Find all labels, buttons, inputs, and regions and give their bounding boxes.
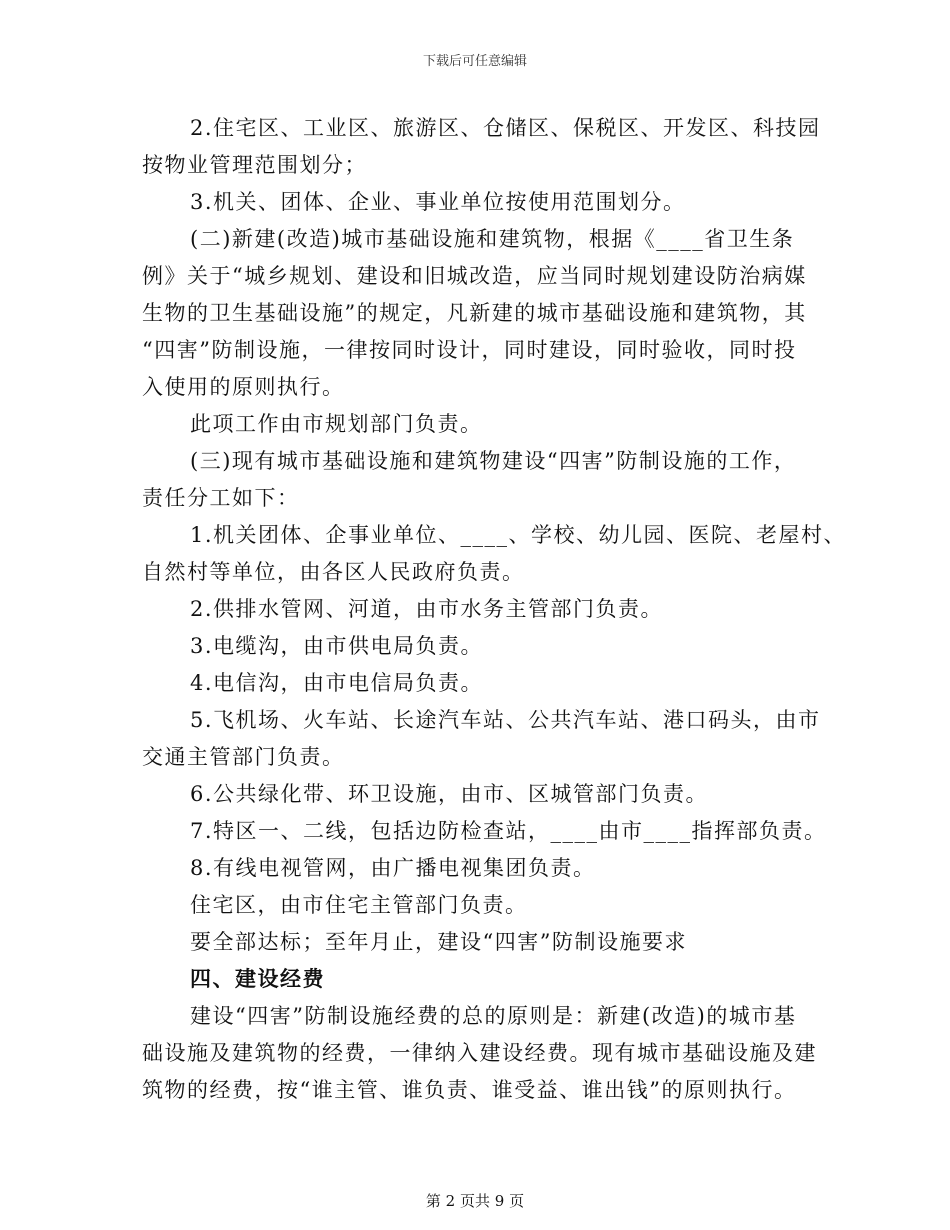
paragraph-line: 生物的卫生基础设施”的规定，凡新建的城市基础设施和建筑物，其 xyxy=(142,301,807,325)
paragraph-line: 础设施及建筑物的经费，一律纳入建设经费。现有城市基础设施及建 xyxy=(142,1041,817,1065)
paragraph-line: (二)新建(改造)城市基础设施和建筑物，根据《____省卫生条 xyxy=(190,227,795,251)
paragraph-line: 2.住宅区、工业区、旅游区、仓储区、保税区、开发区、科技园 xyxy=(190,116,821,140)
paragraph-line: 3.机关、团体、企业、事业单位按使用范围划分。 xyxy=(190,190,686,214)
paragraph-line: 要全部达标；至年月止，建设“四害”防制设施要求 xyxy=(190,930,687,954)
paragraph-line: 8.有线电视管网，由广播电视集团负责。 xyxy=(190,856,596,880)
paragraph-line: 6.公共绿化带、环卫设施，由市、区城管部门负责。 xyxy=(190,782,709,806)
paragraph-line: 2.供排水管网、河道，由市水务主管部门负责。 xyxy=(190,597,664,621)
paragraph-line: 住宅区，由市住宅主管部门负责。 xyxy=(190,893,528,917)
paragraph-line: 自然村等单位，由各区人民政府负责。 xyxy=(142,560,525,584)
paragraph-line: 7.特区一、二线，包括边防检查站，____由市____指挥部负责。 xyxy=(190,819,827,843)
page-footer: 第 2 页共 9 页 xyxy=(425,1192,525,1210)
section-heading: 四、建设经费 xyxy=(190,967,325,991)
paragraph-line: 1.机关团体、企事业单位、____、学校、幼儿园、医院、老屋村、 xyxy=(190,523,847,547)
paragraph-line: 筑物的经费，按“谁主管、谁负责、谁受益、谁出钱”的原则执行。 xyxy=(142,1078,797,1102)
paragraph-line: 交通主管部门负责。 xyxy=(142,745,345,769)
paragraph-line: “四害”防制设施，一律按同时设计，同时建设，同时验收，同时投 xyxy=(142,338,797,362)
paragraph-line: 建设“四害”防制设施经费的总的原则是：新建(改造)的城市基 xyxy=(190,1004,797,1028)
paragraph-line: 责任分工如下： xyxy=(142,486,300,510)
paragraph-line: 3.电缆沟，由市供电局负责。 xyxy=(190,634,484,658)
paragraph-line: 按物业管理范围划分； xyxy=(142,153,367,177)
page-header: 下载后可任意编辑 xyxy=(422,54,527,69)
paragraph-line: 入使用的原则执行。 xyxy=(142,375,345,399)
paragraph-line: (三)现有城市基础设施和建筑物建设“四害”防制设施的工作， xyxy=(190,449,797,473)
paragraph-line: 5.飞机场、火车站、长途汽车站、公共汽车站、港口码头，由市 xyxy=(190,708,821,732)
paragraph-line: 例》关于“城乡规划、建设和旧城改造，应当同时规划建设防治病媒 xyxy=(142,264,807,288)
paragraph-line: 4.电信沟，由市电信局负责。 xyxy=(190,671,484,695)
paragraph-line: 此项工作由市规划部门负责。 xyxy=(190,412,483,436)
